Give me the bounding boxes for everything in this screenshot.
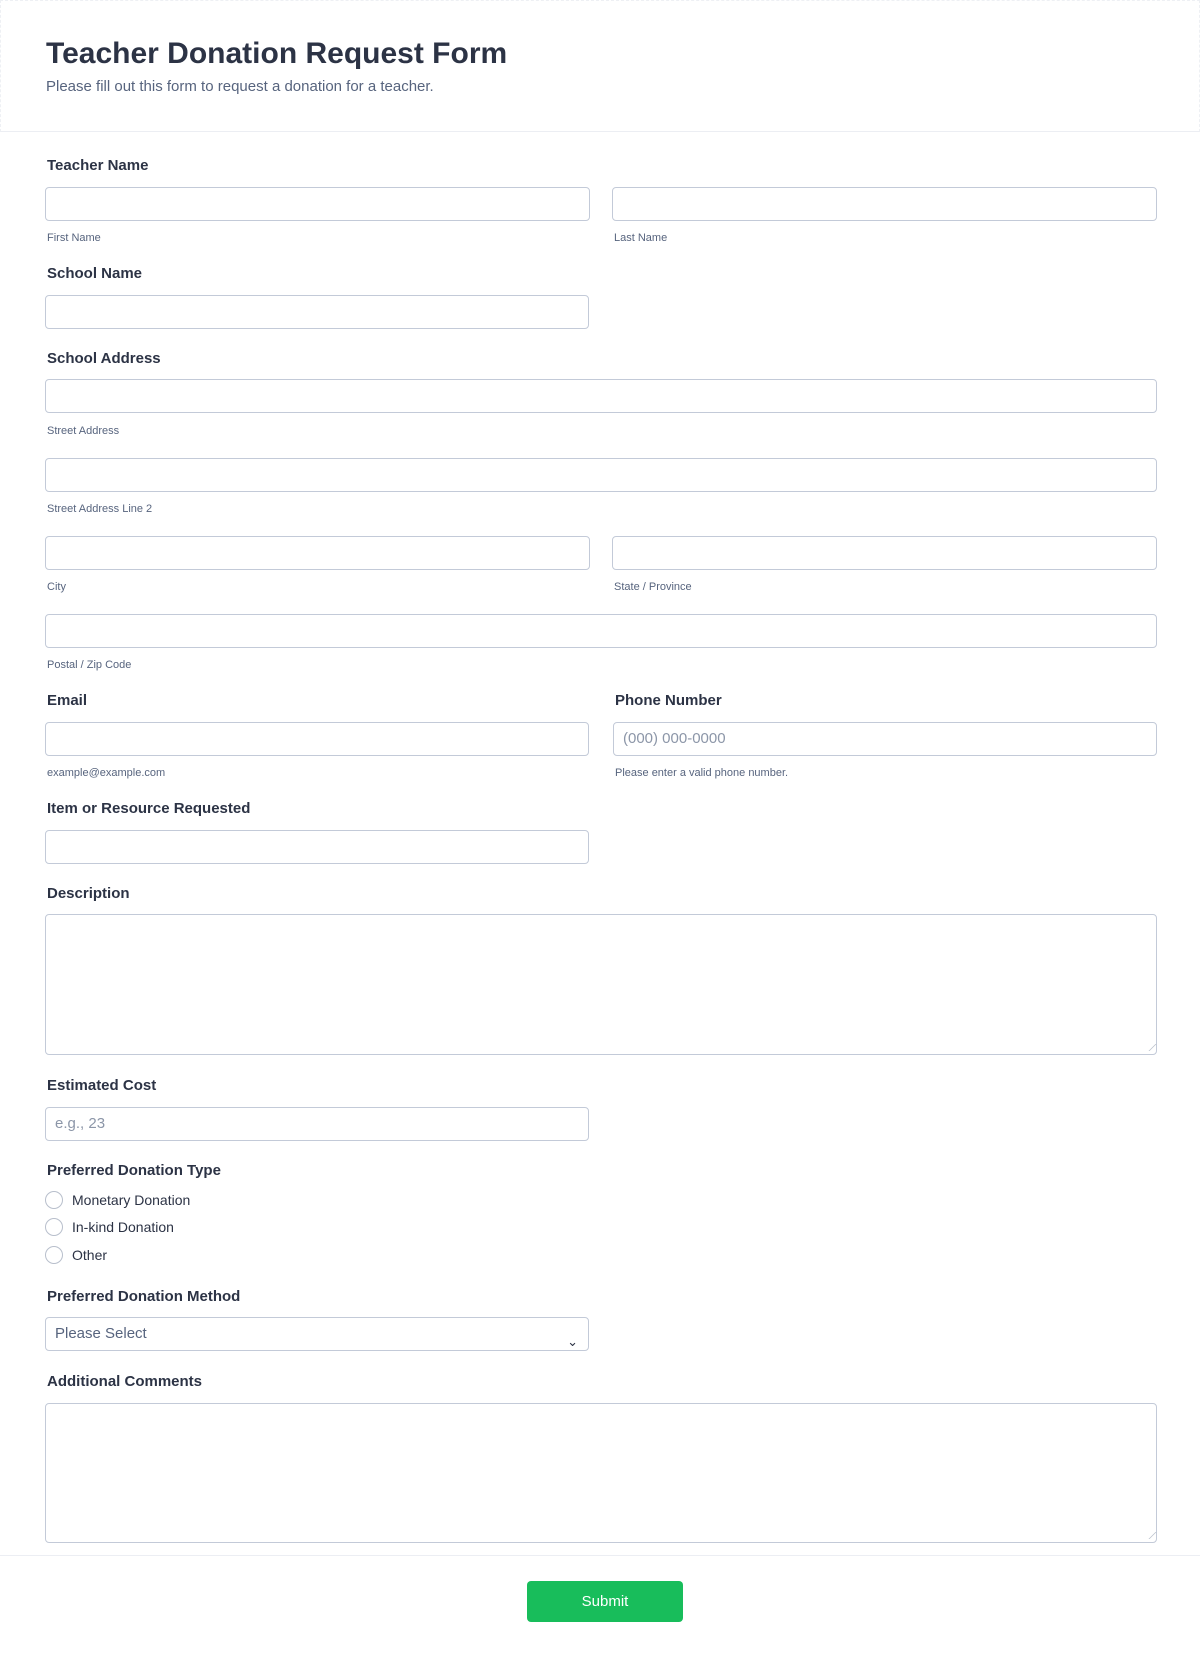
street-address-input[interactable]	[45, 379, 1157, 413]
teacher-name-label: Teacher Name	[47, 157, 149, 174]
comments-textarea[interactable]	[45, 1403, 1157, 1543]
school-address-label: School Address	[47, 350, 161, 367]
description-textarea[interactable]	[45, 914, 1157, 1055]
submit-button[interactable]: Submit	[527, 1581, 683, 1622]
resize-handle-icon[interactable]	[1143, 1044, 1157, 1051]
form-header	[0, 0, 1200, 132]
first-name-input[interactable]	[45, 187, 590, 221]
state-input[interactable]	[612, 536, 1157, 570]
radio-button[interactable]	[45, 1218, 63, 1236]
postal-code-sublabel: Postal / Zip Code	[47, 659, 132, 671]
radio-label: In-kind Donation	[72, 1219, 174, 1235]
radio-label: Monetary Donation	[72, 1192, 191, 1208]
postal-code-input[interactable]	[45, 614, 1157, 648]
page-subtitle: Please fill out this form to request a donation for a teacher.	[46, 78, 434, 95]
description-label: Description	[47, 885, 130, 902]
school-name-label: School Name	[47, 265, 143, 282]
comments-label: Additional Comments	[47, 1373, 203, 1390]
estimated-cost-input[interactable]: e.g., 23	[45, 1107, 589, 1141]
email-label: Email	[47, 692, 88, 709]
donation-type-label: Preferred Donation Type	[47, 1162, 221, 1179]
estimated-cost-label: Estimated Cost	[47, 1077, 157, 1094]
last-name-sublabel: Last Name	[614, 232, 668, 244]
city-sublabel: City	[47, 581, 66, 593]
radio-label: Other	[72, 1247, 108, 1263]
last-name-input[interactable]	[612, 187, 1157, 221]
radio-button[interactable]	[45, 1246, 63, 1264]
street-address-sublabel: Street Address	[47, 425, 120, 437]
resize-handle-icon[interactable]	[1143, 1532, 1157, 1539]
footer-divider	[0, 1555, 1200, 1556]
street-address-line2-input[interactable]	[45, 458, 1157, 492]
street-address-line2-sublabel: Street Address Line 2	[47, 503, 153, 515]
email-sublabel: example@example.com	[47, 767, 166, 779]
phone-label: Phone Number	[615, 692, 722, 709]
select-value: Please Select	[55, 1325, 147, 1342]
state-sublabel: State / Province	[614, 581, 692, 593]
first-name-sublabel: First Name	[47, 232, 101, 244]
radio-option-monetary[interactable]	[45, 1191, 190, 1209]
school-name-input[interactable]	[45, 295, 589, 329]
item-input[interactable]	[45, 830, 589, 864]
city-input[interactable]	[45, 536, 590, 570]
item-label: Item or Resource Requested	[47, 800, 251, 817]
page-title: Teacher Donation Request Form	[46, 37, 508, 70]
phone-sublabel: Please enter a valid phone number.	[615, 767, 789, 779]
radio-option-other[interactable]	[45, 1246, 107, 1264]
email-input[interactable]	[45, 722, 589, 756]
donation-method-select[interactable]	[45, 1317, 589, 1351]
radio-option-in-kind[interactable]	[45, 1218, 174, 1236]
phone-input[interactable]: (000) 000-0000	[613, 722, 1157, 756]
radio-button[interactable]	[45, 1191, 63, 1209]
donation-method-label: Preferred Donation Method	[47, 1288, 241, 1305]
chevron-down-icon: ⌄	[567, 1334, 578, 1349]
